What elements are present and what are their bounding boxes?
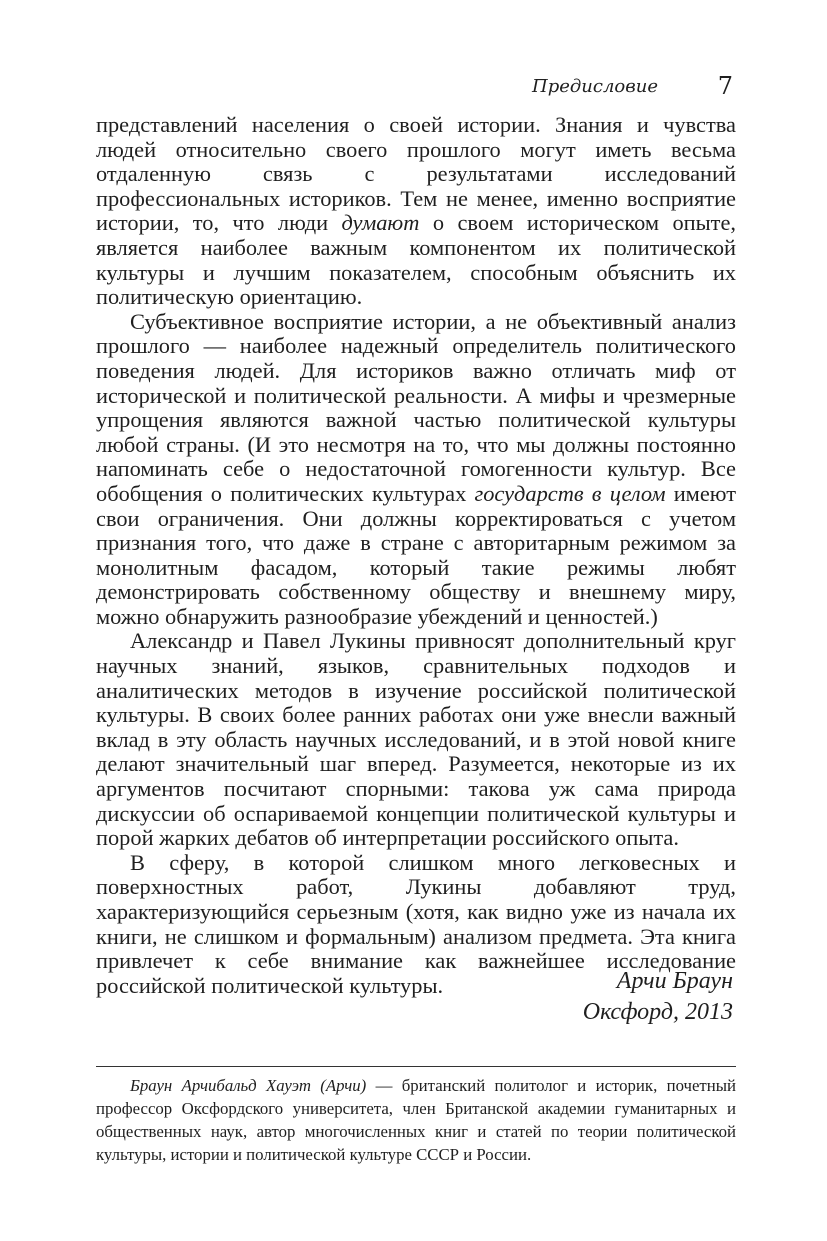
signature-block (583, 966, 733, 1028)
footnote-divider (96, 1066, 736, 1067)
paragraph-4: В сферу, в которой слишком много легковесных и поверхностных работ, Лукины добавляют труд, характеризующийся серьезным (хотя, как видно уже из начала их книги, не слишком и формальным) анализом предмета. Эта книга привлечет к себе внимание как важнейшее исследование российской политической культуры. (96, 849, 736, 998)
italic-emphasis: думают (341, 210, 420, 236)
footnote-name: Браун Арчибальд Хауэт (Арчи) (130, 1076, 367, 1095)
section-title: Предисловие (532, 76, 658, 97)
main-text (96, 113, 736, 998)
italic-emphasis: государств в целом (474, 480, 666, 506)
page-number: 7 (717, 72, 733, 100)
footnote (96, 1074, 736, 1166)
paragraph-1 (96, 113, 736, 310)
paragraph-3: Александр и Павел Лукины привносят дополнительный круг научных знаний, языков, сравнительных подходов и аналитических методов в изучение российской политической культуры. В своих более ранних работах они уже внесли важный вклад в эту область научных исследований, и в этой новой книге делают значительный шаг вперед. Разумеется, некоторые из их аргументов посчитают спорными: такова уж сама природа дискуссии об оспариваемой концепции политической культуры и порой жарких дебатов об интерпретации российского опыта. (96, 628, 736, 851)
footnote-text: — британский политолог и историк, почетный профессор Оксфордского университета, член Британской академии гуманитарных и общественных наук, автор многочисленных книг и статей по теории политической культуры, истории и политической культуре СССР и России. (96, 1076, 736, 1164)
running-header (96, 72, 736, 102)
paragraph-text: представлений населения о своей истории. Знания и чувства людей относительно своего прошлого могут иметь весьма отдаленную связь с результатами исследований профессиональных историков. Тем не менее, именно восприятие истории, то, что люди (96, 112, 736, 236)
paragraph-text: имеют свои ограничения. Они должны корректироваться с учетом признания того, что даже в стране с авторитарным режимом за монолитным фасадом, который такие режимы любят демонстрировать собственному обществу и внешнему миру, можно обнаружить разнообразие убеждений и ценностей.) (96, 480, 736, 629)
paragraph-text: Субъективное восприятие истории, а не объективный анализ прошлого — наиболее надежный определитель политического поведения людей. Для историков важно отличать миф от исторической и политической реальности. А мифы и чрезмерные упрощения являются важной частью политической культуры любой страны. (И это несмотря на то, что мы должны постоянно напоминать себе о недостаточной гомогенности культур. Все обобщения о политических культурах (96, 308, 736, 506)
signature-author: Арчи Браун (616, 968, 733, 994)
paragraph-text: о своем историческом опыте, является наиболее важным компонентом их политической культуры и лучшим показателем, способным объяснить их политическую ориентацию. (96, 210, 737, 310)
paragraph-2 (96, 310, 736, 630)
signature-place-year: Оксфорд, 2013 (582, 999, 733, 1025)
